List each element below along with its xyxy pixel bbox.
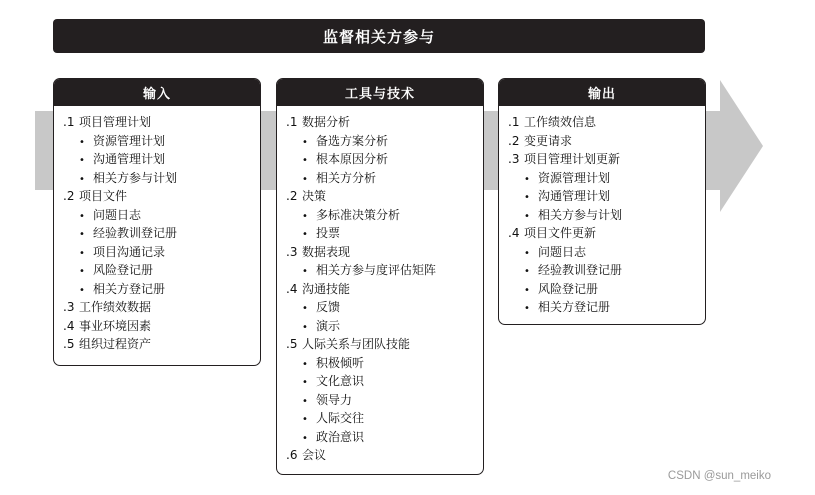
sub-list-item: [277, 261, 483, 280]
bullet-icon: •: [302, 210, 308, 222]
bullet-icon: •: [524, 266, 530, 277]
bullet-icon: •: [302, 395, 308, 407]
list-item: [277, 446, 483, 465]
item-text: 领导力: [316, 392, 353, 407]
diagram-title: 监督相关方参与: [53, 19, 705, 53]
sub-list-item: [499, 280, 705, 299]
item-text: 积极倾听: [316, 355, 365, 370]
sub-list-item: [499, 206, 705, 225]
item-number: .4: [508, 226, 520, 240]
item-text: 经验教训登记册: [538, 263, 623, 277]
bullet-icon: •: [302, 303, 308, 314]
bullet-icon: •: [302, 136, 308, 148]
item-number: .2: [63, 189, 75, 203]
sub-list-item: [277, 298, 483, 317]
list-item: [277, 113, 483, 132]
list-item: [277, 187, 483, 206]
bullet-icon: •: [302, 173, 308, 185]
item-text: 相关方登记册: [538, 300, 611, 314]
outputs-box: [498, 78, 706, 325]
item-text: 相关方参与计划: [538, 207, 623, 222]
item-text: 资源管理计划: [538, 170, 611, 185]
item-number: .1: [508, 115, 520, 129]
bullet-icon: •: [79, 266, 85, 277]
inputs-heading: 输入: [54, 79, 260, 106]
sub-list-item: [54, 169, 260, 188]
sub-list-item: [54, 224, 260, 243]
bullet-icon: •: [79, 173, 85, 185]
item-text: 演示: [316, 318, 341, 333]
bullet-icon: •: [302, 377, 308, 388]
list-item: [54, 298, 260, 317]
item-text: 工作绩效数据: [79, 300, 152, 314]
item-text: 变更请求: [524, 133, 573, 148]
sub-list-item: [277, 224, 483, 243]
item-text: 沟通技能: [302, 281, 351, 296]
list-item: [499, 150, 705, 169]
item-number: .3: [286, 244, 298, 259]
item-text: 数据分析: [302, 115, 351, 129]
bullet-icon: •: [79, 136, 85, 148]
bullet-icon: •: [524, 247, 530, 259]
bullet-icon: •: [302, 266, 308, 277]
item-text: 事业环境因素: [79, 318, 152, 333]
list-item: [54, 335, 260, 354]
item-text: 相关方参与度评估矩阵: [316, 263, 437, 277]
item-number: .5: [63, 337, 75, 351]
outputs-heading: 输出: [499, 79, 705, 106]
item-text: 沟通管理计划: [538, 189, 611, 203]
sub-list-item: [499, 298, 705, 317]
item-text: 资源管理计划: [93, 133, 166, 148]
bullet-icon: •: [524, 173, 530, 185]
item-number: .3: [508, 152, 520, 166]
list-item: [499, 224, 705, 243]
item-text: 根本原因分析: [316, 152, 389, 166]
sub-list-item: [54, 243, 260, 262]
list-item: [54, 113, 260, 132]
item-number: .1: [286, 115, 298, 129]
item-number: .1: [63, 115, 75, 129]
item-text: 项目管理计划: [79, 115, 152, 129]
item-text: 会议: [302, 448, 327, 462]
sub-list-item: [277, 317, 483, 336]
bullet-icon: •: [524, 303, 530, 314]
item-number: .5: [286, 337, 298, 351]
sub-list-item: [499, 243, 705, 262]
bullet-icon: •: [302, 321, 308, 333]
bullet-icon: •: [302, 432, 308, 444]
sub-list-item: [277, 372, 483, 391]
sub-list-item: [54, 261, 260, 280]
item-text: 数据表现: [302, 244, 351, 259]
item-number: .2: [286, 189, 298, 203]
list-item: [499, 132, 705, 151]
item-number: .4: [63, 318, 75, 333]
item-text: 政治意识: [316, 429, 365, 444]
sub-list-item: [54, 280, 260, 299]
sub-list-item: [277, 391, 483, 410]
item-text: 投票: [316, 226, 341, 240]
item-text: 风险登记册: [93, 263, 154, 277]
sub-list-item: [54, 150, 260, 169]
sub-list-item: [277, 428, 483, 447]
sub-list-item: [54, 206, 260, 225]
item-text: 多标准决策分析: [316, 207, 401, 222]
item-text: 工作绩效信息: [524, 115, 597, 129]
tools-techniques-box: [276, 78, 484, 475]
outputs-list: [499, 106, 705, 317]
sub-list-item: [277, 132, 483, 151]
sub-list-item: [277, 206, 483, 225]
item-text: 文化意识: [316, 374, 365, 388]
list-item: [277, 280, 483, 299]
item-text: 项目沟通记录: [93, 244, 166, 259]
bullet-icon: •: [302, 155, 308, 166]
item-text: 相关方参与计划: [93, 170, 178, 185]
tools-techniques-heading: 工具与技术: [277, 79, 483, 106]
item-text: 风险登记册: [538, 281, 599, 296]
sub-list-item: [499, 261, 705, 280]
sub-list-item: [499, 169, 705, 188]
inputs-box: [53, 78, 261, 366]
sub-list-item: [277, 354, 483, 373]
list-item: [54, 187, 260, 206]
item-number: .6: [286, 448, 298, 462]
sub-list-item: [277, 169, 483, 188]
item-text: 项目文件更新: [524, 226, 597, 240]
item-text: 项目管理计划更新: [524, 152, 621, 166]
list-item: [54, 317, 260, 336]
bullet-icon: •: [79, 229, 85, 240]
bullet-icon: •: [302, 414, 308, 425]
sub-list-item: [277, 409, 483, 428]
item-text: 相关方分析: [316, 170, 377, 185]
item-text: 经验教训登记册: [93, 226, 178, 240]
item-number: .4: [286, 281, 298, 296]
item-text: 相关方登记册: [93, 281, 166, 296]
item-text: 人际交往: [316, 411, 365, 425]
item-text: 反馈: [316, 300, 341, 314]
sub-list-item: [277, 150, 483, 169]
bullet-icon: •: [79, 284, 85, 296]
item-number: .3: [63, 300, 75, 314]
bullet-icon: •: [524, 210, 530, 222]
sub-list-item: [54, 132, 260, 151]
list-item: [499, 113, 705, 132]
bullet-icon: •: [79, 247, 85, 259]
tools-techniques-list: [277, 106, 483, 465]
bullet-icon: •: [524, 192, 530, 203]
item-text: 项目文件: [79, 189, 128, 203]
item-text: 问题日志: [93, 207, 142, 222]
item-text: 人际关系与团队技能: [302, 337, 411, 351]
item-text: 决策: [302, 189, 327, 203]
bullet-icon: •: [302, 358, 308, 370]
bullet-icon: •: [79, 210, 85, 222]
bullet-icon: •: [302, 229, 308, 240]
item-text: 沟通管理计划: [93, 152, 166, 166]
item-text: 备选方案分析: [316, 133, 389, 148]
list-item: [277, 335, 483, 354]
list-item: [277, 243, 483, 262]
watermark: CSDN @sun_meiko: [667, 470, 771, 482]
item-text: 问题日志: [538, 244, 587, 259]
inputs-list: [54, 106, 260, 354]
bullet-icon: •: [524, 284, 530, 296]
bullet-icon: •: [79, 155, 85, 166]
item-text: 组织过程资产: [79, 337, 152, 351]
item-number: .2: [508, 133, 520, 148]
sub-list-item: [499, 187, 705, 206]
